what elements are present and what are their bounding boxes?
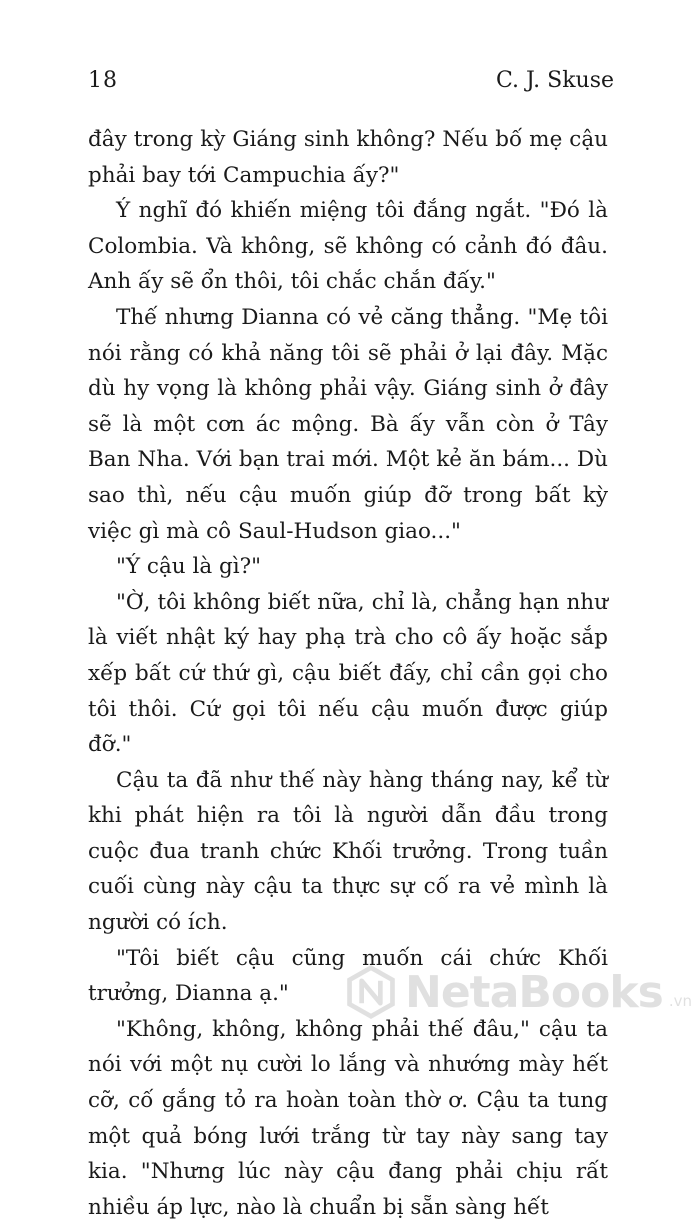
body-text <box>88 122 608 1225</box>
paragraph: Ý nghĩ đó khiến miệng tôi đắng ngắt. "Đó là Colombia. Và không, sẽ không có cảnh đó đâu. Anh ấy sẽ ổn thôi, tôi chắc chắn đấy." <box>88 198 608 295</box>
paragraph: "Ý cậu là gì?" <box>116 554 262 580</box>
paragraph: "Tôi biết cậu cũng muốn cái chức Khối trưởng, Dianna ạ." <box>88 945 608 1007</box>
netabooks-logo-icon <box>343 964 399 1020</box>
page-number: 18 <box>88 68 118 93</box>
paragraph: "Ờ, tôi không biết nữa, chỉ là, chẳng hạn như là viết nhật ký hay phạ trà cho cô ấy hoặc sắp xếp bất cứ thứ gì, cậu biết đấy, chỉ cần gọi cho tôi thôi. Cứ gọi tôi nếu cậu muốn được giúp đỡ." <box>88 589 608 758</box>
paragraph: đây trong kỳ Giáng sinh không? Nếu bố mẹ cậu phải bay tới Campuchia ấy?" <box>88 127 608 188</box>
paragraph: Cậu ta đã như thế này hàng tháng nay, kể từ khi phát hiện ra tôi là người dẫn đầu trong cuộc đua tranh chức Khối trưởng. Trong tuần cuối cùng này cậu ta thực sự cố ra vẻ mình là người có ích. <box>88 767 608 936</box>
paragraph: "Không, không, không phải thế đâu," cậu ta nói với một nụ cười lo lắng và nhướng mày hết cỡ, cố gắng tỏ ra hoàn toàn thờ ơ. Cậu ta tung một quả bóng lưới trắng từ tay này sang tay kia. "Nhưng lúc này cậu đang phải chịu rất nhiều áp lực, nào là chuẩn bị sẵn sàng hết <box>88 1016 608 1220</box>
paragraph: Thế nhưng Dianna có vẻ căng thẳng. "Mẹ tôi nói rằng có khả năng tôi sẽ phải ở lại đây. Mặc dù hy vọng là không phải vậy. Giáng sinh ở đây sẽ là một cơn ác mộng. Bà ấy vẫn còn ở Tây Ban Nha. Với bạn trai mới. Một kẻ ăn bám... Dù sao thì, nếu cậu muốn giúp đỡ trong bất kỳ việc gì mà cô Saul-Hudson giao..." <box>88 304 608 544</box>
watermark-tld: .vn <box>668 992 692 1010</box>
watermark <box>343 964 692 1020</box>
running-head: C. J. Skuse <box>495 68 614 93</box>
watermark-brand: NetaBooks <box>405 966 663 1018</box>
